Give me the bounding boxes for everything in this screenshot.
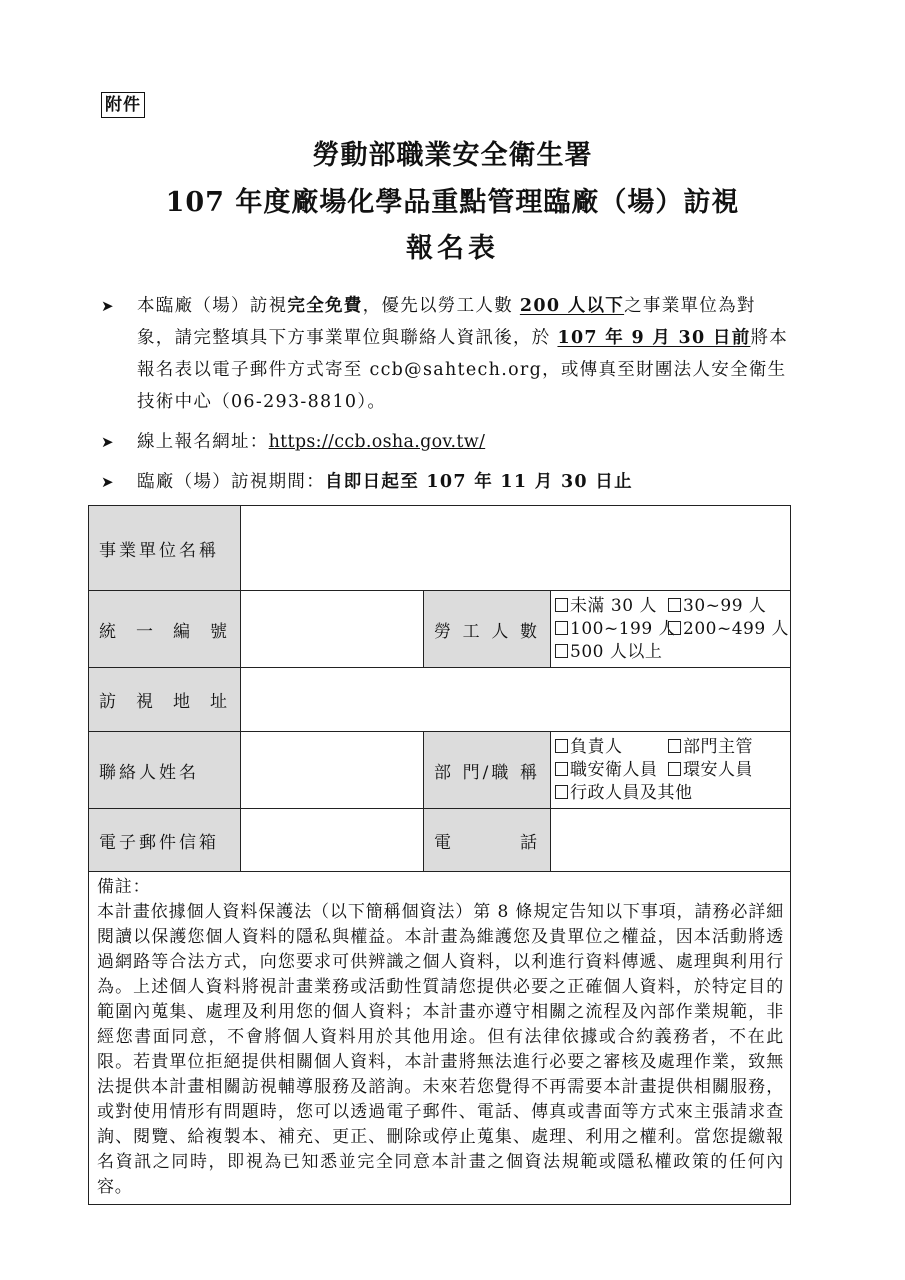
label-char: 統: [99, 621, 119, 642]
address-label: [89, 668, 241, 732]
option-label: 部門主管: [683, 736, 753, 757]
checkbox-icon[interactable]: [555, 598, 568, 612]
checkbox-icon[interactable]: [555, 762, 568, 776]
title-agency: 勞動部職業安全衛生署: [312, 140, 593, 171]
option-label: 未滿 30 人: [570, 595, 657, 616]
label-char: 話: [520, 832, 540, 853]
title-form: 報名表: [406, 233, 499, 264]
row-company: [89, 506, 791, 591]
label-char: 門/職: [462, 762, 512, 783]
bullet-text: 臨廠（場）訪視期間：: [137, 472, 325, 492]
row-contact: [89, 732, 791, 809]
unified-no-field[interactable]: [241, 591, 424, 668]
checkbox-icon[interactable]: [555, 739, 568, 753]
deadline-emphasis: 107 年 9 月 30 日前: [557, 328, 751, 348]
label-char: 號: [210, 621, 230, 642]
option-label: 30~99 人: [683, 595, 767, 616]
worker-limit-emphasis: 200 人以下: [519, 296, 625, 316]
bullet-text: 本臨廠（場）訪視: [137, 296, 288, 316]
worker-option[interactable]: [555, 641, 662, 664]
bullet-text: 線上報名網址：: [137, 432, 269, 452]
arrow-icon: ➤: [101, 473, 115, 491]
row-unified-no: [89, 591, 791, 668]
contact-name-label: 聯絡人姓名: [89, 732, 241, 809]
dept-label: [424, 732, 551, 809]
bullet-text: 將本報名表以電子郵件方式寄至 ccb@sahtech.org，或傳真至財團法人安全衛生技術中心（06-293-8810）。: [137, 328, 789, 412]
worker-option[interactable]: [668, 595, 766, 618]
dept-option[interactable]: [555, 782, 693, 805]
workers-options: [551, 591, 791, 668]
label-char: 一: [136, 621, 156, 642]
bullet-text: ，優先以勞工人數: [362, 296, 520, 316]
dept-option[interactable]: [668, 736, 753, 759]
worker-option[interactable]: [555, 595, 668, 618]
dept-option[interactable]: [555, 736, 668, 759]
checkbox-icon[interactable]: [668, 598, 681, 612]
checkbox-icon[interactable]: [555, 621, 568, 635]
contact-name-field[interactable]: [241, 732, 424, 809]
label-char: 址: [210, 692, 230, 712]
checkbox-icon[interactable]: [555, 644, 568, 658]
label-char: 視: [136, 692, 156, 712]
label-char: 訪: [99, 692, 119, 712]
label-char: 勞: [434, 621, 454, 642]
checkbox-icon[interactable]: [668, 739, 681, 753]
label-char: 編: [173, 621, 193, 642]
note-body: 本計畫依據個人資料保護法（以下簡稱個資法）第 8 條規定告知以下事項，請務必詳細閱讀以保護您個人資料的隱私與權益。本計畫為維護您及貴單位之權益，因本活動將透過網路等合法方式，向您要求可供辨識之個人資料，以利進行資料傳遞、處理與利用行為。上述個人資料將視計畫業務或活動性質請您提供必要之正確個人資料，於特定目的範圍內蒐集、處理及利用您的個人資料；本計畫亦遵守相關之流程及內部作業規範，非經您書面同意，不會將個人資料用於其他用途。但有法律依據或合約義務者，不在此限。若貴單位拒絕提供相關個人資料，本計畫將無法進行必要之審核及處理作業，致無法提供本計畫相關訪視輔導服務及諮詢。未來若您覺得不再需要本計畫提供相關服務，或對使用情形有問題時，您可以透過電子郵件、電話、傳真或書面等方式來主張請求查詢、閱覽、給複製本、補充、更正、刪除或停止蒐集、處理、利用之權利。當您提繳報名資訊之同時，即視為已知悉並完全同意本計畫之個資法規範或隱私權政策的任何內容。: [97, 902, 785, 1197]
company-name-field[interactable]: [241, 506, 791, 591]
attachment-label: 附件: [101, 92, 145, 118]
dept-option[interactable]: [668, 759, 753, 782]
bullet-online-url: [101, 426, 791, 458]
worker-option[interactable]: [555, 618, 677, 641]
option-label: 負責人: [570, 736, 623, 757]
unified-no-label: [89, 591, 241, 668]
label-char: 數: [519, 621, 540, 642]
phone-label: [424, 809, 551, 872]
label-char: 稱: [519, 762, 540, 783]
email-field[interactable]: [241, 809, 424, 872]
label-char: 人: [491, 621, 512, 642]
bullet-visit-period: [101, 466, 791, 498]
company-name-label: 事業單位名稱: [89, 506, 241, 591]
label-char: 工: [462, 621, 483, 642]
checkbox-icon[interactable]: [555, 785, 568, 799]
registration-form-table: [88, 505, 791, 1205]
note-heading: 備註：: [97, 877, 151, 897]
registration-url-link[interactable]: https://ccb.osha.gov.tw/: [268, 432, 486, 452]
bullet-text: 之事業單位為對象，請完整填具下方事業單位與聯絡人資訊後，於: [137, 296, 756, 348]
label-char: 地: [173, 692, 193, 712]
instructions: [101, 290, 791, 498]
row-address: [89, 668, 791, 732]
option-label: 500 人以上: [570, 641, 663, 662]
bullet-registration-info: [101, 290, 791, 418]
phone-field[interactable]: [551, 809, 791, 872]
workers-label: [424, 591, 551, 668]
option-label: 行政人員及其他: [570, 782, 693, 803]
privacy-note: [89, 872, 791, 1205]
dept-options: [551, 732, 791, 809]
visit-period-emphasis: 自即日起至 107 年 11 月 30 日止: [325, 472, 633, 492]
row-note: [89, 872, 791, 1205]
option-label: 100~199 人: [570, 618, 677, 639]
email-label: 電子郵件信箱: [89, 809, 241, 872]
checkbox-icon[interactable]: [668, 621, 681, 635]
label-char: 部: [434, 762, 454, 783]
title-program: 107 年度廠場化學品重點管理臨廠（場）訪視: [165, 187, 740, 218]
arrow-icon: ➤: [101, 433, 115, 451]
worker-option[interactable]: [668, 618, 789, 641]
option-label: 環安人員: [683, 759, 753, 780]
label-char: 電: [434, 832, 454, 853]
option-label: 職安衛人員: [570, 759, 658, 780]
checkbox-icon[interactable]: [668, 762, 681, 776]
arrow-icon: ➤: [101, 297, 115, 315]
option-label: 200~499 人: [683, 618, 790, 639]
dept-option[interactable]: [555, 759, 668, 782]
address-field[interactable]: [241, 668, 791, 732]
free-emphasis: 完全免費: [287, 296, 363, 316]
row-email: [89, 809, 791, 872]
